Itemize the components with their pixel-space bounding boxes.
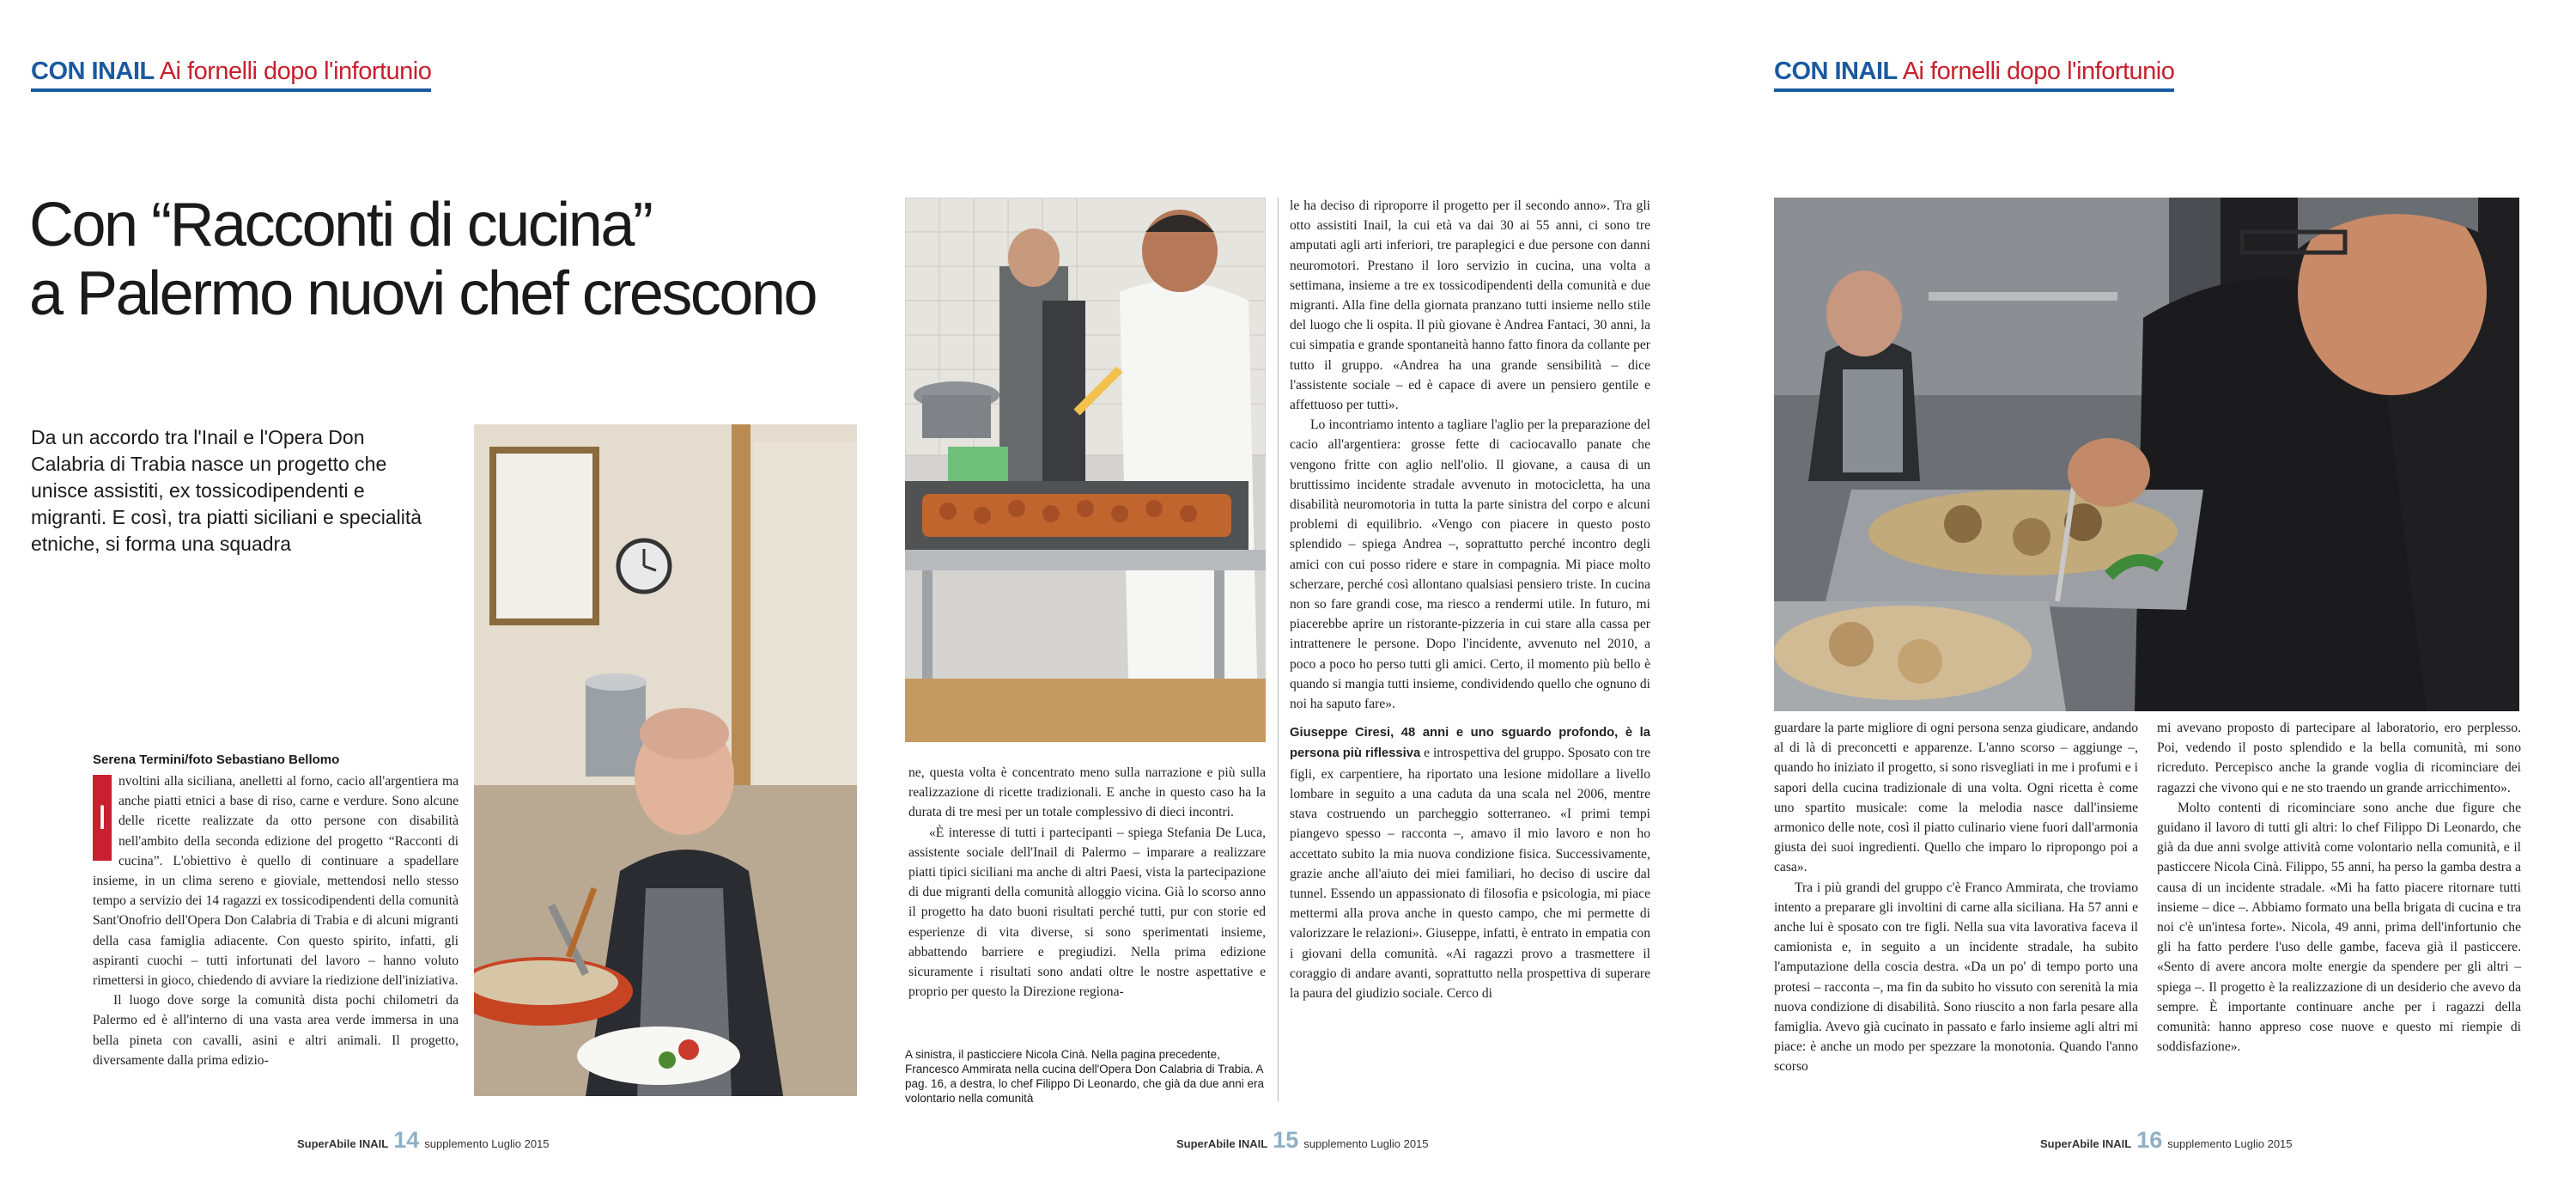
column-5-paragraph-1: mi avevano proposto di partecipare al laboratorio, ero perplesso. Poi, vedendo il posto splendido e la bella comunità, mi sono ricreduto. Percepisco anche la grande voglia di ricominciare dei ragazzi che vivono qui e ne sto traendo un grande arricchimento».: [2157, 721, 2521, 795]
folio-page-15: [1176, 1127, 1429, 1154]
dropcap: I: [93, 775, 112, 861]
photo-chef-filippo: [1774, 198, 2519, 711]
column-2-paragraph-2: «È interesse di tutti i partecipanti – spiega Stefania De Luca, assistente sociale dell'Inail di Palermo – imparare a realizzare piatti tipici siciliani ma anche di altri Paesi, vista la partecipazione di due migranti della comunità alloggio vicina. Già lo scorso anno il progetto ha dato buoni risultati perché tutti, pur con storie ed esperienze di vita diverse, si sono sperimentati insieme, abbattendo barriere e pregiudizi. Nella prima edizione sicuramente i risultati sono andati oltre le nostre aspettative e proprio per questo la Direzione regiona-: [908, 825, 1266, 1000]
folio-magazine: SuperAbile INAIL: [2040, 1137, 2132, 1150]
section-header-left: [31, 57, 431, 92]
column-3-lead-in: Giuseppe Ciresi, 48 anni e uno sguardo profondo, è la persona più riflessiva: [1290, 726, 1650, 761]
folio-page-14: [297, 1127, 550, 1154]
section-header-right: [1774, 57, 2174, 92]
column-1-paragraph-2: Il luogo dove sorge la comunità dista pochi chilometri da Palermo ed è all'interno di una vasta area verde immersa in una bella pineta con cavalli, asini e altri animali. Il progetto, diversamente dalla prima edizio-: [93, 993, 459, 1068]
headline-line-1: Con “Racconti di cucina”: [29, 191, 652, 259]
folio-magazine: SuperAbile INAIL: [1176, 1137, 1268, 1150]
body-column-2: [908, 763, 1266, 1002]
article-headline: [29, 191, 854, 328]
section-brand: CON INAIL: [1774, 58, 1898, 85]
folio-page-number: 14: [393, 1127, 420, 1153]
body-column-3: [1290, 196, 1650, 1003]
column-3-paragraph-1: le ha deciso di riproporre il progetto per il secondo anno». Tra gli otto assistiti Inail, la cui età va dai 30 ai 55 anni, ci sono tre amputati agli arti inferiori, tre paraplegici e due persone con danni neuromotori. Prestano il loro servizio in cucina, una volta a settimana, insieme a tre ex tossicodipendenti della comunità e due migranti. Alla fine della giornata pranzano tutti insieme nello stile del luogo che li ospita. Il più giovane è Andrea Fantaci, 30 anni, la cui simpatia e grande spontaneità hanno fatto finora da collante per tutto il gruppo. «Andrea ha una grande sensibilità – dice l'assistente sociale – ed è capace di avere un pensiero gentile e affettuoso per tutti».: [1290, 198, 1650, 413]
column-1-paragraph-1: [93, 771, 459, 990]
body-column-1: [93, 771, 459, 1070]
folio-page-number: 16: [2136, 1127, 2163, 1153]
photo-kitchen-team: [905, 198, 1266, 742]
folio-supplement: supplemento Luglio 2015: [1303, 1137, 1429, 1150]
column-4-paragraph-1: guardare la parte migliore di ogni persona senza giudicare, andando al di là di preconcetti e apparenze. L'anno scorso – aggiunge –, quando ho iniziato il progetto, si sono risvegliati in me i profumi e i sapori della cucina tradizionale di una volta. Ogni ricetta è come uno spartito musicale: come la melodia nasce dall'insieme armonico delle note, così il piatto culinario viene fuori dall'armonia giusta dei suoi ingredienti. Quello che imparo lo ripropongo poi a casa».: [1774, 721, 2138, 875]
body-column-4: [1774, 718, 2138, 1077]
column-4-paragraph-2: Tra i più grandi del gruppo c'è Franco Ammirata, che troviamo intento a preparare gli involtini di carne alla siciliana. Ha 57 anni e anche lui è sposato con tre figli. Nella sua vita lavorativa faceva il camionista e, in seguito a un incidente stradale, ha subito l'amputazione della coscia destra. «Da un po' di tempo porto una protesi – racconta –, ma fin da subito ho vissuto con serenità la mia nuova condizione di disabilità. Sono riuscito a non farla pesare alla famiglia. Avevo già cucinato in passato e farlo insieme agli altri mi piace: è anche un modo per spezzare la monotonia. Quando l'anno scorso: [1774, 880, 2138, 1075]
article-byline: Serena Termini/foto Sebastiano Bellomo: [93, 752, 340, 767]
folio-supplement: supplemento Luglio 2015: [424, 1137, 550, 1150]
section-topic: Ai fornelli dopo l'infortunio: [159, 58, 432, 85]
column-3-paragraph-3-text: e introspettiva del gruppo. Sposato con tre figli, ex carpentiere, ha riportato una lesione midollare a livello lombare in seguito a una caduta da una scala nel 2006, mentre stava costruendo un parcheggio sotterraneo. «I primi tempi piangevo spesso – racconta –, amavo il mio lavoro e non ho accettato subito la mia nuova condizione fisica. Successivamente, grazie anche all'aiuto dei miei familiari, ho deciso di uscire dal tunnel. Essendo un appassionato di filosofia e psicologia, mi piace mettermi alla prova anche in questo campo, che mi permette di valorizzare le relazioni». Giuseppe, infatti, è entrato in empatia con i giovani della comunità. «Ai ragazzi provo a trasmettere il coraggio di andare avanti, soprattutto nella prospettiva di superare la paura del giudizio sociale. Cerco di: [1290, 746, 1650, 1001]
section-topic: Ai fornelli dopo l'infortunio: [1902, 58, 2175, 85]
column-5-paragraph-2: Molto contenti di ricominciare sono anche due figure che guidano il lavoro di tutti gli altri: lo chef Filippo Di Leonardo, che già da due anni svolge attività come volontario nella comunità, e il pasticcere Nicola Cinà. Filippo, 55 anni, ha perso la gamba destra a causa di un incidente stradale. «Mi ha fatto piacere ritornare tutti insieme – dice –. Abbiamo formato una bella brigata di cucina e tra noi c'è un'intesa forte». Nicola, 49 anni, prima dell'infortunio che gli ha fatto perdere l'uso delle gambe, faceva già il pasticcere. «Sento di avere ancora molte energie da spendere per gli altri – spiega –. Il progetto è la realizzazione di un desiderio che avevo da sempre. È importante continuare anche per i ragazzi della comunità: hanno appreso cose nuove e questo mi riempie di soddisfazione».: [2157, 800, 2521, 1055]
column-3-paragraph-3: [1290, 722, 1650, 1003]
article-intro: Da un accordo tra l'Inail e l'Opera Don Calabria di Trabia nasce un progetto che unisce assistiti, ex tossicodipendenti e migranti. E così, tra piatti siciliani e specialità etniche, si forma una squadra: [31, 426, 422, 555]
folio-supplement: supplemento Luglio 2015: [2167, 1137, 2293, 1150]
photo-pastry-chef: [474, 424, 857, 1096]
folio-magazine: SuperAbile INAIL: [297, 1137, 389, 1150]
folio-page-number: 15: [1273, 1127, 1299, 1153]
folio-page-16: [2040, 1127, 2293, 1154]
column-2-paragraph-1: ne, questa volta è concentrato meno sulla narrazione e più sulla realizzazione di ricette tradizionali. E anche in questo caso ha la durata di tre mesi per un totale complessivo di dieci incontri.: [908, 765, 1266, 820]
column-divider: [1278, 198, 1279, 1101]
section-brand: CON INAIL: [31, 58, 155, 85]
photo-caption: A sinistra, il pasticciere Nicola Cinà. Nella pagina precedente, Francesco Ammirata nella cucina dell'Opera Don Calabria di Trabia. A pag. 16, a destra, lo chef Filippo Di Leonardo, che già da due anni era volontario nella comunità: [905, 1048, 1265, 1105]
body-column-5: [2157, 718, 2521, 1057]
column-1-paragraph-1-text: nvoltini alla siciliana, anelletti al forno, cacio all'argentiera ma anche piatti etnici a base di riso, carne e verdure. Sono alcune delle ricette realizzate da otto persone con disabilità nell'ambito della seconda edizione del progetto “Racconti di cucina”. L'obiettivo è quello di continuare a spadellare insieme, in un clima sereno e gioviale, mettendosi nello stesso tempo a servizio dei 14 ragazzi ex tossicodipendenti della comunità Sant'Onofrio dell'Opera Don Calabria di Trabia e di alcuni migranti della casa famiglia adiacente. Con questo spirito, infatti, gli aspiranti cuochi – tutti infortunati del lavoro – hanno voluto rimettersi in gioco, chiedendo di avviare la riedizione dell'iniziativa.: [93, 774, 459, 989]
headline-line-2: a Palermo nuovi chef crescono: [29, 259, 817, 328]
column-3-paragraph-2: Lo incontriamo intento a tagliare l'aglio per la preparazione del cacio all'argentiera: grosse fette di caciocavallo panate che vengono fritte con aglio nell'olio. Il giovane, a causa di un bruttissimo incidente stradale avvenuto in motocicletta, ha una disabilità neuromotoria in tutta la parte sinistra del corpo e alcuni problemi di equilibrio. «Vengo con piacere in questo posto splendido – spiega Andrea –, soprattutto perché incontro degli amici con cui posso ridere e stare in compagnia. Mi piace molto scherzare, perché così allontano qualsiasi pensiero triste. In cucina non so fare grandi cose, ma riesco a rendermi utile. In futuro, mi piacerebbe aprire un ristorante-pizzeria in cui stare alla cassa per intrattenere le persone. Dopo l'incidente, avvenuto nel 2010, a poco a poco ho perso tutti gli amici. Certo, il momento più bello è quando si mangia tutti insieme, condividendo quello che ognuno di noi ha saputo fare».: [1290, 417, 1650, 712]
